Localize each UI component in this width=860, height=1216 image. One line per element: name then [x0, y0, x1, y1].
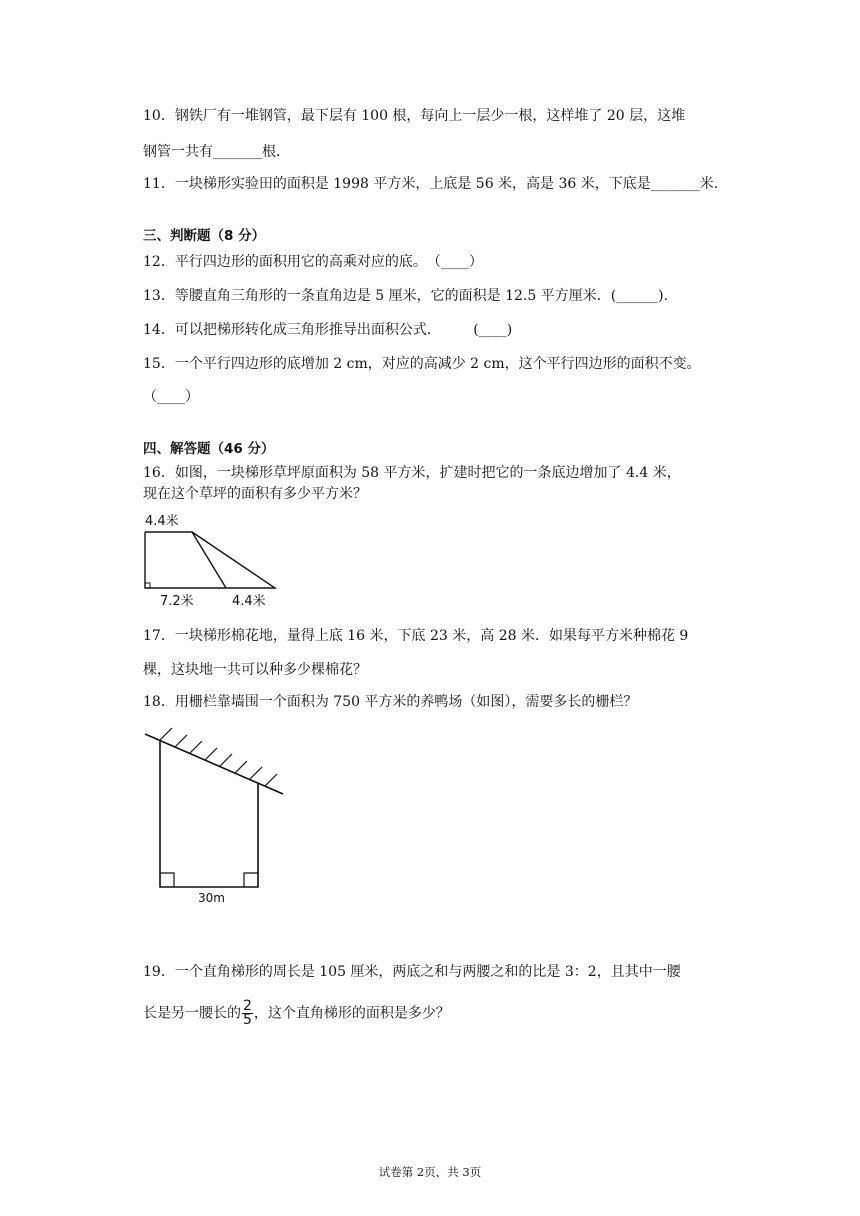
right-angle-mark-left [160, 873, 174, 887]
question-15-line2: （____） [143, 389, 199, 405]
question-17-line1: 17．一块梯形棉花地，量得上底 16 米，下底 23 米，高 28 米．如果每平方米种棉花 9 [143, 628, 689, 644]
page-footer: 试卷第 2页，共 3页 [378, 1165, 482, 1179]
question-16-line2: 现在这个草坪的面积有多少平方米？ [143, 486, 367, 502]
question-10-line1: 10．钢铁厂有一堆钢管，最下层有 100 根，每向上一层少一根，这样堆了 20 层，这堆 [143, 108, 686, 124]
question-18: 18．用栅栏靠墙围一个面积为 750 平方米的养鸭场（如图），需要多长的栅栏？ [143, 694, 638, 710]
extension-line [192, 532, 226, 588]
question-19-line2-start: 长是另一腰长的 [143, 1005, 241, 1022]
wall-line [145, 734, 283, 794]
trapezoid-outline [145, 532, 275, 588]
question-10-line2: 钢管一共有_______根. [143, 144, 281, 160]
fraction-numerator: 2 [243, 998, 252, 1014]
question-17-line2: 棵，这块地一共可以种多少棵棉花？ [143, 662, 367, 678]
question-11: 11．一块梯形实验田的面积是 1998 平方米，上底是 56 米，高是 36 米，下底是_______米. [143, 176, 719, 192]
question-12: 12．平行四边形的面积用它的高乘对应的底。 （____） [143, 254, 483, 270]
question-13: 13．等腰直角三角形的一条直角边是 5 厘米，它的面积是 12.5 平方厘米．(______). [143, 288, 669, 304]
question-16-line1: 16．如图，一块梯形草坪原面积为 58 平方米，扩建时把它的一条底边增加了 4.4 米， [143, 465, 681, 481]
duck-farm-figure [140, 720, 290, 910]
right-angle-mark-right [244, 873, 258, 887]
figure-bottom-right-label: 4.4米 [232, 594, 266, 609]
section-heading-judgement: 三、判断题（8 分） [143, 228, 266, 244]
fraction-denominator: 5 [243, 1012, 252, 1028]
figure-bottom-left-label: 7.2米 [160, 594, 194, 609]
trapezoid-lawn-figure [140, 508, 285, 610]
question-19-line2-end: ，这个直角梯形的面积是多少？ [253, 1005, 450, 1022]
wall-hatching [160, 728, 277, 786]
fraction-two-fifths [242, 1000, 253, 1027]
fence-bottom-label: 30m [198, 891, 225, 905]
section-heading-solve: 四、解答题（46 分） [143, 441, 275, 457]
question-14: 14．可以把梯形转化成三角形推导出面积公式. (____) [143, 322, 513, 338]
figure-top-label: 4.4米 [145, 514, 179, 529]
question-15-line1: 15．一个平行四边形的底增加 2 cm，对应的高减少 2 cm，这个平行四边形的面积不变。 [143, 356, 701, 372]
question-19-line1: 19．一个直角梯形的周长是 105 厘米，两底之和与两腰之和的比是 3：2，且其中一腰 [143, 964, 681, 980]
right-angle-mark [145, 583, 150, 588]
question-19-line2 [143, 1000, 450, 1027]
